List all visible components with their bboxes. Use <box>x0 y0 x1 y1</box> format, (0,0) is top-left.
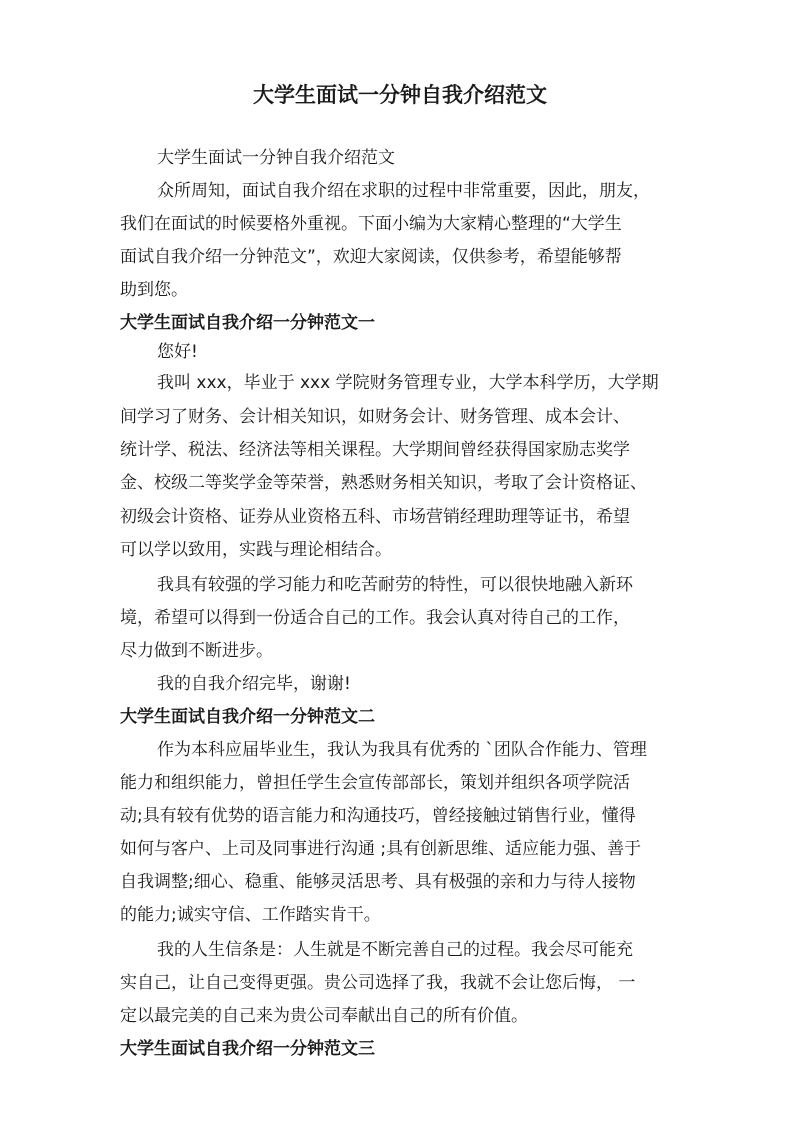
intro-line: 我们在面试的时候要格外重视。下面小编为大家精心整理的“大学生 <box>120 214 622 234</box>
intro-line: 面试自我介绍一分钟范文”，欢迎大家阅读，仅供参考，希望能够帮 <box>120 247 622 267</box>
intro-line: 众所周知，面试自我介绍在求职的过程中非常重要，因此，朋友， <box>157 181 650 201</box>
body-line: 可以学以致用，实践与理论相结合。 <box>120 540 392 560</box>
body-line: 实自己，让自己变得更强。贵公司选择了我，我就不会让您后悔， 一 <box>120 973 636 993</box>
section-heading-one: 大学生面试自我介绍一分钟范文一 <box>120 313 375 333</box>
greeting-line: 您好! <box>157 342 198 362</box>
body-line: 金、校级二等奖学金等荣誉，熟悉财务相关知识，考取了会计资格证、 <box>120 473 647 493</box>
section-heading-two: 大学生面试自我介绍一分钟范文二 <box>120 707 375 727</box>
body-line: 我具有较强的学习能力和吃苦耐劳的特性，可以很快地融入新环 <box>157 575 633 595</box>
body-line: 作为本科应届毕业生，我认为我具有优秀的 `团队合作能力、管理 <box>157 740 647 760</box>
subtitle-line: 大学生面试一分钟自我介绍范文 <box>157 148 395 168</box>
body-line: 我叫 xxx，毕业于 xxx 学院财务管理专业，大学本科学历，大学期 <box>157 373 659 393</box>
section-heading-three: 大学生面试自我介绍一分钟范文三 <box>120 1039 375 1059</box>
document-title: 大学生面试一分钟自我介绍范文 <box>253 83 547 107</box>
intro-line: 助到您。 <box>120 280 188 300</box>
body-line: 如何与客户、上司及同事进行沟通 ;具有创新思维、适应能力强、善于 <box>120 839 642 859</box>
body-line: 的能力;诚实守信、工作踏实肯干。 <box>120 905 381 925</box>
body-line: 动;具有较有优势的语言能力和沟通技巧，曾经接触过销售行业，懂得 <box>120 806 636 826</box>
body-line: 境，希望可以得到一份适合自己的工作。我会认真对待自己的工作， <box>120 608 630 628</box>
body-line: 尽力做到不断进步。 <box>120 641 273 661</box>
body-line: 统计学、税法、经济法等相关课程。大学期间曾经获得国家励志奖学 <box>120 440 630 460</box>
body-line: 自我调整;细心、稳重、能够灵活思考、具有极强的亲和力与待人接物 <box>120 872 636 892</box>
body-line: 我的人生信条是：人生就是不断完善自己的过程。我会尽可能充 <box>157 940 633 960</box>
body-line: 定以最完美的自己来为贵公司奉献出自己的所有价值。 <box>120 1006 528 1026</box>
body-line: 能力和组织能力，曾担任学生会宣传部部长，策划并组织各项学院活 <box>120 773 630 793</box>
body-line: 初级会计资格、证券从业资格五科、市场营销经理助理等证书，希望 <box>120 507 630 527</box>
body-line: 间学习了财务、会计相关知识，如财务会计、财务管理、成本会计、 <box>120 407 630 427</box>
closing-line: 我的自我介绍完毕，谢谢! <box>157 674 351 694</box>
